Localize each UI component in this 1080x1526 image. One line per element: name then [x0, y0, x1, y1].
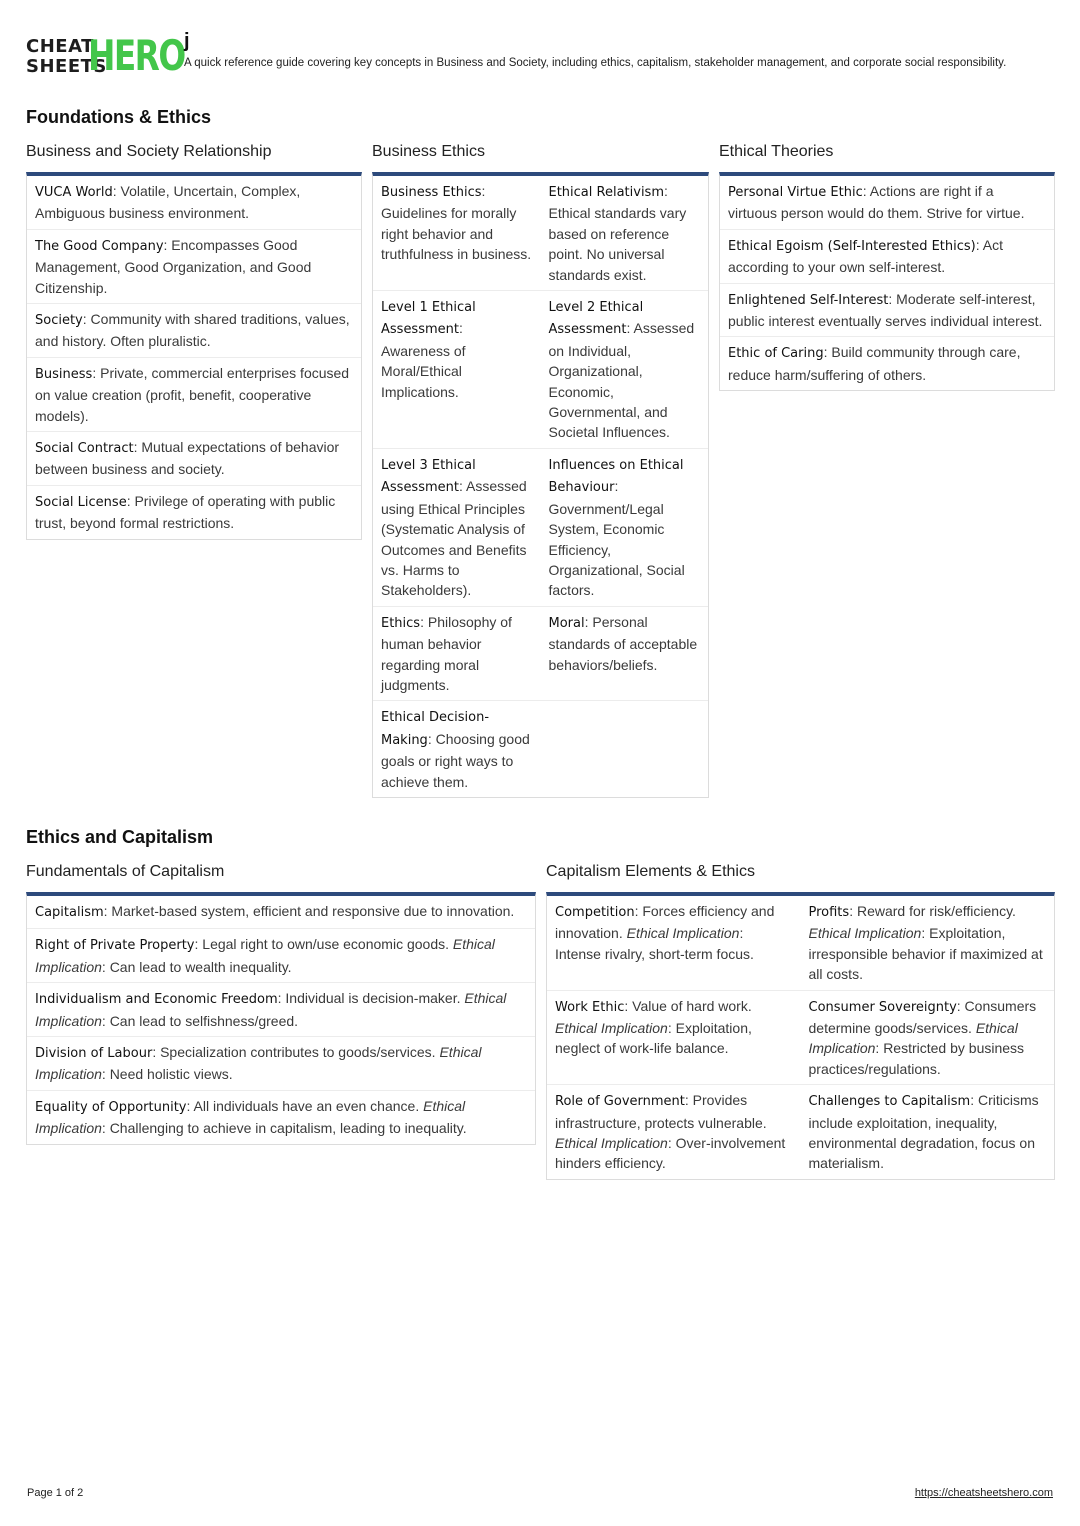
list-item: [801, 1085, 1055, 1179]
item-term: Challenges to Capitalism: [808, 1094, 971, 1110]
item-text: : Awareness of Moral/Ethical Implications.: [381, 320, 466, 400]
item-term: Consumer Sovereignty: [808, 999, 957, 1015]
column-title-business-ethics: Business Ethics: [372, 143, 485, 160]
section-title-foundations: Foundations & Ethics: [26, 107, 212, 127]
item-implication-label: Ethical Implication: [35, 1044, 482, 1083]
item-text: : Actions are right if a virtuous person would do them. Strive for virtue.: [728, 183, 1025, 222]
item-text: : Moderate self-interest, public interest eventually serves individual interest.: [728, 290, 1043, 330]
item-implication-text: : Need holistic views.: [101, 1066, 233, 1083]
item-term: Personal Virtue Ethic: [728, 185, 863, 200]
list-item: [373, 607, 541, 702]
page-number: Page 1 of 2: [27, 1487, 84, 1499]
logo-sheets-text: SHEETS: [26, 56, 107, 77]
item-term: The Good Company: [35, 238, 164, 254]
list-item: [27, 176, 361, 230]
item-implication-text: : Challenging to achieve in capitalism, leading to inequality.: [101, 1120, 467, 1137]
card-business-society: [26, 172, 362, 540]
item-implication-label: Ethical Implication: [808, 925, 922, 942]
item-text: : Individual is decision-maker.: [277, 990, 465, 1007]
item-text: : Act according to your own self-interest.: [728, 236, 1003, 276]
item-term: Social Contract: [35, 441, 134, 457]
item-implication-label: Ethical Implication: [808, 1020, 1018, 1057]
item-implication-label: Ethical Implication: [35, 936, 495, 975]
item-text: : Government/Legal System, Economic Efficiency, Organizational, Social factors.: [548, 478, 685, 599]
item-term: Level 2 Ethical Assessment: [548, 300, 644, 338]
list-item: [541, 449, 709, 607]
list-item: [547, 1085, 801, 1179]
item-text: : Value of hard work.: [624, 997, 752, 1014]
item-term: Moral: [548, 615, 585, 631]
list-item: [373, 176, 541, 291]
page-title: j: [184, 30, 190, 52]
item-implication-text: : Can lead to selfishness/greed.: [101, 1012, 299, 1029]
list-item: [27, 432, 361, 486]
item-text: : Ethical standards vary based on reference point. No universal standards exist.: [548, 183, 687, 283]
item-term: Ethical Decision-Making: [381, 710, 490, 748]
list-item: [27, 1037, 535, 1091]
item-implication-text: : Over-involvement hinders efficiency.: [555, 1135, 786, 1172]
list-item: [801, 896, 1055, 991]
column-title-business-society: Business and Society Relationship: [26, 143, 272, 160]
item-text: : Assessed using Ethical Principles (Systematic Analysis of Outcomes and Benefits vs. Harms to Stakeholders).: [381, 478, 527, 599]
item-implication-label: Ethical Implication: [35, 1097, 466, 1137]
item-text: : Mutual expectations of behavior between business and society.: [35, 439, 340, 478]
list-item: [27, 896, 535, 929]
list-item: [720, 176, 1054, 230]
card-grid: [27, 896, 535, 1144]
card-fundamentals-capitalism: [26, 892, 536, 1145]
item-implication-text: : Can lead to wealth inequality.: [101, 958, 292, 975]
item-implication-text: : Restricted by business practices/regulations.: [808, 1040, 1025, 1077]
item-term: Ethical Relativism: [548, 185, 664, 200]
list-item: [547, 896, 801, 991]
item-text: : All individuals have an even chance.: [186, 1097, 424, 1114]
list-item: [27, 983, 535, 1037]
card-ethical-theories: [719, 172, 1055, 391]
item-text: : Privilege of operating with public trust, beyond formal restrictions.: [35, 492, 336, 532]
item-term: Business: [35, 366, 93, 382]
item-term: Capitalism: [35, 905, 104, 920]
section-title-capitalism: Ethics and Capitalism: [26, 827, 214, 847]
item-text: : Legal right to own/use economic goods.: [194, 936, 453, 953]
card-grid: [27, 176, 361, 539]
item-term: Influences on Ethical Behaviour: [548, 457, 684, 496]
cheatsheetshero-logo[interactable]: [26, 31, 185, 80]
item-text: : Community with shared traditions, values, and history. Often pluralistic.: [35, 311, 350, 350]
list-item: [541, 291, 709, 449]
list-item: [373, 701, 541, 797]
page-header: [26, 30, 1056, 90]
logo-cheat-text: CHEAT: [26, 36, 94, 57]
item-term: VUCA World: [35, 185, 113, 200]
card-grid: [373, 176, 708, 797]
item-term: Level 3 Ethical Assessment: [381, 457, 476, 496]
list-item: [720, 284, 1054, 338]
item-term: Equality of Opportunity: [35, 1099, 187, 1115]
item-term: Role of Government: [555, 1094, 685, 1110]
item-term: Division of Labour: [35, 1046, 153, 1062]
list-item: [27, 929, 535, 983]
item-term: Business Ethics: [381, 185, 482, 200]
item-text: : Reward for risk/efficiency.: [849, 903, 1016, 919]
logo-hero-text: HERO: [88, 31, 185, 80]
item-term: Ethical Egoism (Self-Interested Ethics): [728, 238, 976, 254]
item-text: : Provides infrastructure, protects vulnerable.: [555, 1092, 767, 1131]
item-text: : Choosing good goals or right ways to achieve them.: [381, 730, 530, 790]
column-title-fundamentals-capitalism: Fundamentals of Capitalism: [26, 863, 225, 880]
item-implication-text: : Exploitation, neglect of work-life balance.: [555, 1020, 752, 1057]
item-text: : Guidelines for morally right behavior and truthfulness in business.: [381, 183, 532, 263]
item-text: : Volatile, Uncertain, Complex, Ambiguous business environment.: [35, 183, 301, 222]
item-term: Social License: [35, 494, 127, 510]
list-item: [27, 1091, 535, 1144]
item-text: : Encompasses Good Management, Good Organization, and Good Citizenship.: [35, 236, 312, 296]
item-term: Ethics: [381, 615, 421, 631]
item-term: Competition: [555, 905, 635, 920]
item-term: Profits: [808, 905, 850, 920]
card-grid: [547, 896, 1054, 1179]
item-text: : Criticisms include exploitation, inequality, environmental degradation, focus on materialism.: [808, 1092, 1039, 1172]
list-item: [801, 991, 1055, 1086]
item-term: Right of Private Property: [35, 938, 195, 954]
list-item: [541, 176, 709, 291]
list-item: [373, 449, 541, 607]
item-implication-text: : Exploitation, irresponsible behavior if maximized at all costs.: [808, 925, 1043, 983]
list-item: [541, 607, 709, 702]
item-term: Individualism and Economic Freedom: [35, 992, 278, 1008]
list-item: [720, 337, 1054, 390]
column-title-capitalism-elements: Capitalism Elements & Ethics: [546, 863, 755, 880]
list-item: [720, 230, 1054, 284]
list-item: [27, 304, 361, 358]
page-description: A quick reference guide covering key concepts in Business and Society, including ethics, capitalism, stakeholder management, and corporate social responsibility.: [184, 57, 1007, 69]
item-text: : Assessed on Individual, Organizational, Economic, Governmental, and Societal Influences.: [548, 320, 695, 441]
list-item: [373, 291, 541, 449]
item-text: : Market-based system, efficient and responsive due to innovation.: [103, 903, 515, 919]
card-capitalism-elements: [546, 892, 1055, 1180]
item-implication-label: Ethical Implication: [35, 990, 507, 1029]
item-term: Level 1 Ethical Assessment: [381, 300, 476, 338]
list-item: [27, 486, 361, 539]
item-term: Work Ethic: [555, 999, 625, 1015]
item-term: Enlightened Self-Interest: [728, 292, 889, 308]
item-text: : Build community through care, reduce harm/suffering of others.: [728, 344, 1021, 383]
item-implication-label: Ethical Implication: [555, 1020, 668, 1037]
list-item: [27, 230, 361, 304]
footer-link[interactable]: https://cheatsheetshero.com: [914, 1487, 1053, 1499]
item-text: : Consumers determine goods/services.: [808, 997, 1037, 1037]
column-title-ethical-theories: Ethical Theories: [719, 143, 834, 160]
item-implication-text: : Intense rivalry, short-term focus.: [555, 925, 754, 962]
item-implication-label: Ethical Implication: [555, 1135, 668, 1152]
list-item: [27, 358, 361, 432]
item-term: Society: [35, 313, 83, 329]
card-business-ethics: [372, 172, 709, 798]
item-text: : Forces efficiency and innovation.: [555, 903, 775, 942]
card-grid: [720, 176, 1054, 390]
list-item: [547, 991, 801, 1086]
item-text: : Specialization contributes to goods/services.: [152, 1044, 440, 1061]
item-text: : Personal standards of acceptable behaviors/beliefs.: [548, 613, 698, 673]
item-text: : Philosophy of human behavior regarding moral judgments.: [381, 613, 512, 693]
item-term: Ethic of Caring: [728, 346, 824, 362]
item-text: : Private, commercial enterprises focused on value creation (profit, benefit, cooperative models).: [35, 364, 350, 424]
item-implication-label: Ethical Implication: [626, 925, 740, 942]
